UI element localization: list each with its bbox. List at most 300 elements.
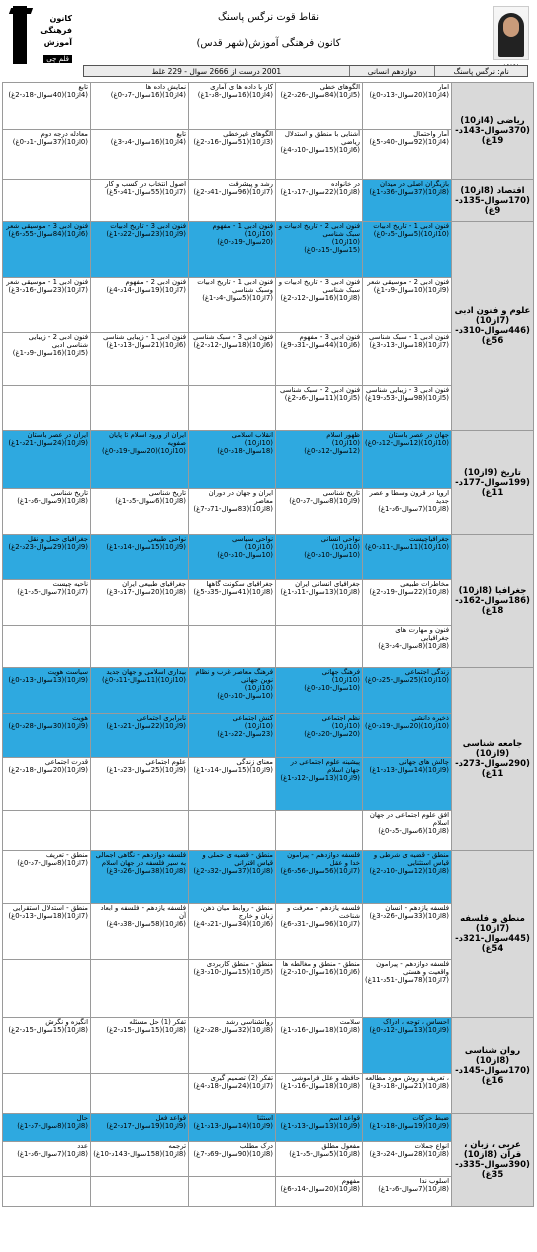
topic-cell [189,489,276,535]
topic-cell [276,489,363,535]
table-row [3,1018,534,1074]
topic-stats: (5از10)(11سوال-6د-2غ) [284,393,360,402]
topic-name: قواعد فعل [155,1114,186,1122]
topic-name: جهان در عصر باستان [388,431,449,439]
empty-cell [189,386,276,431]
student-name: نام: نرگس پاسنگ [434,66,527,76]
topic-name: تابع [176,130,186,138]
topic-name: فنون ادبی 1 - مفهوم [212,222,273,230]
topic-name: بازیگران اصلی در میدان [380,180,449,188]
topic-stats: (9از10)(13سوال-12د-1غ) [280,773,360,782]
topic-cell [363,535,452,580]
topic-name: احساس ، توجه ، ادراک [383,1018,449,1026]
topic-cell [91,580,189,626]
topic-name: منطق - استدلال استقرایی [12,904,88,912]
topic-stats: (10از10)(20سوال-19د-0غ) [217,229,273,246]
topic-name: مخاطرات طبیعی [400,580,449,588]
topic-stats: (10از10)(5سوال-5د-0غ) [373,229,449,238]
logo-line-1: کانون [49,14,72,23]
empty-cell [91,1074,189,1114]
topic-cell [363,811,452,851]
topic-cell [3,130,91,180]
topic-name: فنون ادبی 3 - سبک شناسی [193,333,273,341]
logo-line-3: آموزش [43,38,72,47]
empty-cell [3,386,91,431]
topic-cell [189,180,276,222]
topic-cell [276,960,363,1018]
topic-name: جغرافیای سکونت گاهها [206,580,273,588]
topic-name: فنون ادبی 3 - موسیقی شعر [6,222,88,230]
topic-cell [363,83,452,130]
topic-name: تاریخ شناسی [322,489,360,497]
topic-name: الگوهای خطی [319,83,360,91]
topic-stats: (9از10)(29سوال-23د-2غ) [8,542,88,551]
empty-cell [91,386,189,431]
table-row [3,180,534,222]
topic-cell [189,904,276,960]
empty-cell [91,811,189,851]
topic-cell [3,851,91,904]
topic-cell [363,626,452,668]
topic-stats: (10از10)(11سوال-11د-0غ) [365,542,449,551]
empty-cell [189,1177,276,1207]
table-row [3,431,534,489]
topic-stats: (6از10)(34سوال-21د-4غ) [193,919,273,928]
topic-cell [189,222,276,278]
topic-stats: (7از10)(19سوال-14د-4غ) [106,285,186,294]
topic-stats: (10از10)(23سوال-22د-1غ) [217,721,273,738]
topic-name: فنون ادبی 1 - موسیقی شعر [6,278,88,286]
topic-stats: (7از10)(18سوال-13د-3غ) [369,340,449,349]
topic-stats: (8از10)(8سوال-7د-1غ) [17,1121,88,1130]
topic-name: ترجمه [168,1142,186,1150]
strengths-table [2,82,534,1207]
topic-stats: (10از10)(20سوال-20د-0غ) [304,721,360,738]
topic-stats: (8از10)(28سوال-24د-3غ) [369,1149,449,1158]
topic-cell [189,130,276,180]
topic-stats: (9از10)(14سوال-13د-1غ) [369,765,449,774]
topic-cell [91,1114,189,1142]
topic-cell [91,278,189,333]
topic-cell [3,535,91,580]
topic-stats: (8از10)(21سوال-18د-3غ) [369,1081,449,1090]
topic-name: فنون ادبی 3 - مفهوم [299,333,360,341]
logo-line-2: فرهنگی [40,26,72,35]
topic-name: عدد [77,1142,88,1150]
topic-name: در خانواده [330,180,360,188]
topic-stats: (8از10)(16سوال-12د-2غ) [280,293,360,302]
logo-sub: قلم چی [43,55,72,63]
topic-name: منطق - منطق و مغالطه ها [282,960,360,968]
topic-name: درک مطلب [239,1142,273,1150]
topic-cell [363,1114,452,1142]
topic-cell [276,431,363,489]
topic-cell [276,333,363,386]
topic-stats: (5از10)(84سوال-26د-2غ) [280,90,360,99]
topic-cell [189,83,276,130]
topic-name: ظهور اسلام [326,431,360,439]
topic-name: رشد و پیشرفت [228,180,273,188]
empty-cell [3,811,91,851]
topic-stats: (9از10)(30سوال-28د-0غ) [8,721,88,730]
topic-cell [276,1177,363,1207]
topic-name: فلسفه دوازدهم - نگاهی اجمالی به سیر فلسفه در جهان اسلام [95,851,186,867]
empty-cell [3,960,91,1018]
topic-name: فنون ادبی 2 - موسیقی شعر [367,278,449,286]
topic-cell [3,1114,91,1142]
topic-name: روانشناسی رشد [225,1018,273,1026]
topic-cell [3,904,91,960]
topic-name: استثنا [256,1114,273,1122]
topic-stats: (10از10)(10سوال-10د-0غ) [217,683,273,700]
topic-cell [276,714,363,758]
topic-stats: (5از10)(98سوال-53د-19غ) [365,393,449,402]
topic-name: نواحی سیاسی [231,535,273,543]
topic-stats: (7از10)(56سوال-56د-6غ) [280,866,360,875]
topic-stats: (8از10)(158سوال-143د-10غ) [93,1149,186,1158]
topic-name: نظم اجتماعی [321,714,360,722]
topic-stats: (7از10)(5سوال-4د-1غ) [202,293,273,302]
empty-cell [91,960,189,1018]
topic-stats: (9از10)(19سوال-17د-2غ) [106,1121,186,1130]
topic-name: فرهنگ معاصر غرب و نظام نوین جهانی [195,668,273,684]
topic-stats: (8از10)(7سوال-6د-1غ) [17,1149,88,1158]
topic-cell [363,668,452,714]
topic-stats: (9از10)(13سوال-13د-1غ) [280,1121,360,1130]
topic-cell [363,851,452,904]
topic-name: منطق - قضیه ی حملی و قیاس اقترانی [202,851,273,867]
topic-cell [363,758,452,811]
topic-name: مفعول مطلق [321,1142,360,1150]
topic-cell [3,1142,91,1177]
topic-name: تاریخ شناسی [50,489,88,497]
topic-cell [363,580,452,626]
topic-name: فنون ادبی 2 - تاریخ ادبیات و سبک شناسی [278,222,360,238]
student-info-bar [83,65,528,77]
topic-stats: (9از10)(20سوال-18د-2غ) [8,765,88,774]
topic-cell [363,130,452,180]
topic-name: تابع [78,83,88,91]
empty-cell [3,180,91,222]
topic-stats: (6از10)(44سوال-31د-9غ) [280,340,360,349]
empty-cell [3,626,91,668]
empty-cell [276,811,363,851]
topic-stats: (9از10)(24سوال-21د-1غ) [8,438,88,447]
topic-stats: (4از10)(40سوال-18د-2غ) [8,90,88,99]
topic-name: امار [437,83,449,91]
subject-title: ریاضی (4از10)(370سوال-143د-19غ) [452,83,534,180]
topic-name: تفکر (1) حل مسئله [129,1018,186,1026]
topic-stats: (4از10)(16سوال-7د-0غ) [110,90,186,99]
topic-name: سلامت [339,1018,360,1026]
topic-name: منطق - منطق کاربردی [206,960,273,968]
topic-cell [91,222,189,278]
topic-cell [3,714,91,758]
topic-name: فرهنگ جهانی [321,668,360,676]
topic-cell [363,714,452,758]
topic-cell [189,333,276,386]
topic-name: فلسفه دوازدهم - پیرامون خدا و عقل [287,851,360,867]
topic-name: چالش های جهانی [399,758,449,766]
topic-cell [276,1114,363,1142]
topic-name: منطق - تعریف [45,851,88,859]
topic-name: جغرافیاچیست [408,535,449,543]
empty-cell [189,811,276,851]
topic-cell [91,1142,189,1177]
topic-cell [189,535,276,580]
topic-stats: (8از10)(18سوال-16د-1غ) [280,1025,360,1034]
topic-stats: (7از10)(18سوال-13د-0غ) [8,911,88,920]
topic-name: جغرافیای طبیعی ایران [122,580,186,588]
topic-cell [91,904,189,960]
topic-stats: (4از10)(92سوال-40د-5غ) [369,137,449,146]
topic-name: اروپا در قرون وسطا و عصر جدید [369,489,449,505]
topic-name: بیداری اسلامی و جهان جدید [106,668,186,676]
topic-cell [189,851,276,904]
topic-stats: (8از10)(20سوال-14د-6غ) [280,1184,360,1193]
topic-cell [363,222,452,278]
topic-cell [363,180,452,222]
topic-name: جغرافیای انسانی ایران [295,580,360,588]
topic-stats: (6از10)(16سوال-10د-2غ) [280,967,360,976]
topic-stats: (10از10)(20سوال-19د-0غ) [102,446,186,455]
topic-name: فلسفه یازدهم - معرفت و شناخت [287,904,360,920]
student-stats: 2001 درست از 2666 سوال - 229 غلط [151,67,282,76]
topic-stats: (9از10)(14سوال-13د-1غ) [193,1121,273,1130]
topic-cell [276,130,363,180]
table-row [3,851,534,904]
topic-cell [91,333,189,386]
topic-name: زندگی اجتماعی [404,668,449,676]
logo-figure [13,6,27,64]
topic-name: ایران در عصر باستان [27,431,88,439]
topic-cell [3,431,91,489]
topic-stats: (9از10)(22سوال-21د-1غ) [106,721,186,730]
topic-cell [189,714,276,758]
topic-stats: (7از10)(23سوال-16د-3غ) [8,285,88,294]
topic-name: انگیزه و نگرش [45,1018,88,1026]
topic-name: فلسفه دوازدهم - پیرامون واقعیت و هستی [376,960,449,976]
topic-cell [363,333,452,386]
topic-name: حال [76,1114,88,1122]
topic-stats: (6از10)(18سوال-12د-2غ) [193,340,273,349]
topic-cell [3,489,91,535]
empty-cell [91,626,189,668]
topic-cell [276,758,363,811]
topic-stats: (10از10)(25سوال-25د-0غ) [365,675,449,684]
topic-name: قدرت اجتماعی [44,758,88,766]
topic-cell [276,1074,363,1114]
topic-name: فنون ادبی 3 - تاریخ ادبیات و سبک شناسی [278,278,360,294]
topic-stats: (10از10)(10سوال-10د-0غ) [304,542,360,559]
topic-name: نواحی طبیعی [147,535,186,543]
topic-stats: (8از10)(6سوال-5د-0غ) [378,826,449,835]
topic-stats: (8از10)(6سوال-5د-1غ) [115,496,186,505]
topic-cell [363,1177,452,1207]
topic-cell [189,1074,276,1114]
topic-name: منطق - روابط میان ذهن، زبان و خارج [200,904,273,920]
topic-stats: (5از10)(16سوال-9د-1غ) [12,348,88,357]
topic-name: نواحی انسانی [320,535,360,543]
topic-stats: (10از10)(15سوال-15د-0غ) [304,237,360,254]
topic-stats: (8از10)(22سوال-19د-2غ) [369,587,449,596]
topic-stats: (8از10)(22سوال-17د-1غ) [280,187,360,196]
topic-cell [363,489,452,535]
topic-stats: (8از10)(38سوال-26د-3غ) [106,866,186,875]
topic-name: فنون ادبی 3 - زیبایی شناسی [365,386,449,394]
topic-cell [276,580,363,626]
topic-name: اصول انتخاب در کسب و کار [105,180,186,188]
topic-stats: (7از10)(7سوال-5د-1غ) [17,587,88,596]
report-subtitle: کانون فرهنگی آموزش(شهر قدس) [196,38,341,49]
topic-name: ناحیه چیست [52,580,88,588]
topic-name: انواع جملات [414,1142,449,1150]
topic-name: فنون ادبی 1 - تاریخ ادبیات وسبک شناسی [197,278,273,294]
topic-name: معنای زندگی [236,758,273,766]
subject-title: روان شناسی (8از10)(170سوال-145د-16غ) [452,1018,534,1114]
topic-cell [363,1074,452,1114]
topic-name: حافظه و علل فراموشی [291,1074,360,1082]
table-row [3,535,534,580]
topic-stats: (4از10)(16سوال-8د-1غ) [197,90,273,99]
topic-stats: (8از10)(90سوال-69د-7غ) [193,1149,273,1158]
topic-name: علوم اجتماعی [145,758,186,766]
kanoon-logo [10,6,72,66]
topic-stats: (8از10)(20سوال-17د-3غ) [106,587,186,596]
topic-cell [91,758,189,811]
report-title: نقاط قوت نرگس پاسنگ [217,12,320,23]
topic-stats: (10از10)(11سوال-11د-0غ) [102,675,186,684]
topic-cell [3,668,91,714]
subject-title: علوم و فنون ادبی (7از10)(446سوال-310د-56غ) [452,222,534,431]
topic-name: ایران و جهان در دوران معاصر [208,489,273,505]
topic-name: ، تعریف و روش مورد مطالعه [365,1074,449,1082]
subject-title: جامعه شناسی (9از10)(290سوال-273د-11غ) [452,668,534,851]
topic-stats: (8از10)(83سوال-71د-7غ) [193,504,273,513]
topic-stats: (8از10)(33سوال-26د-3غ) [369,911,449,920]
topic-cell [189,668,276,714]
subject-title: عربی ، زبان ، قرآن (8از10)(390سوال-335د-35غ) [452,1114,534,1207]
topic-stats: (8از10)(7سوال-6د-1غ) [378,504,449,513]
topic-name: انقلاب اسلامی [231,431,273,439]
topic-name: فنون و مهارت های جغرافیایی [395,626,449,642]
topic-name: آشنایی با منطق و استدلال ریاضی [284,130,360,146]
topic-stats: (3از10)(51سوال-16د-2غ) [193,137,273,146]
topic-stats: (9از10)(13سوال-13د-0غ) [8,675,88,684]
topic-cell [363,1018,452,1074]
empty-cell [276,626,363,668]
topic-cell [91,668,189,714]
topic-name: الگوهای غیرخطی [223,130,273,138]
topic-name: فنون ادبی 2 - زیبایی شناسی ادبی [28,333,88,349]
topic-cell [3,222,91,278]
topic-name: فنون ادبی 2 - سبک شناسی [280,386,360,394]
empty-cell [189,626,276,668]
subject-title: جغرافیا (8از10)(186سوال-162د-18غ) [452,535,534,668]
topic-cell [91,431,189,489]
topic-cell [189,1018,276,1074]
topic-name: فنون ادبی 3 - تاریخ ادبیات [110,222,186,230]
topic-stats: (7از10)(55سوال-41د-5غ) [106,187,186,196]
topic-cell [276,904,363,960]
topic-stats: (10از10)(12سوال-12د-0غ) [365,438,449,447]
topic-cell [91,851,189,904]
topic-name: کنش اجتماعی [232,714,273,722]
topic-name: فلسفه یازدهم - انسان [385,904,449,912]
topic-name: ایران از ورود اسلام تا پایان صفویه [108,431,186,447]
topic-stats: (6از10)(84سوال-55د-6غ) [8,229,88,238]
topic-stats: (6از10)(58سوال-38د-4غ) [106,919,186,928]
subject-title: منطق و فلسفه (7از10)(445سوال-321د-54غ) [452,851,534,1018]
topic-stats: (8از10)(5سوال-5د-1غ) [289,1149,360,1158]
topic-name: اسلوب ندا [419,1177,449,1185]
table-row [3,83,534,130]
topic-cell [363,960,452,1018]
topic-cell [3,1018,91,1074]
topic-name: ذخیره دانشی [411,714,449,722]
subject-title: اقتصاد (8از10)(170سوال-135د-9غ) [452,180,534,222]
topic-cell [91,83,189,130]
topic-stats: (0از10)(37سوال-1د-0غ) [12,137,88,146]
topic-name: تاریخ شناسی [148,489,186,497]
topic-name: آمار واحتمال [413,130,449,138]
topic-stats: (7از10)(96سوال-41د-2غ) [193,187,273,196]
topic-stats: (8از10)(7سوال-6د-1غ) [378,1184,449,1193]
topic-stats: (8از10)(15سوال-15د-2غ) [8,1025,88,1034]
topic-stats: (9از10)(19سوال-18د-1غ) [369,1121,449,1130]
topic-cell [276,278,363,333]
topic-name: کار با داده ها ی آماری [210,83,273,91]
topic-cell [276,83,363,130]
topic-cell [189,758,276,811]
topic-cell [276,1142,363,1177]
empty-cell [3,1177,91,1207]
topic-stats: (8از10)(37سوال-36د-1غ) [369,187,449,196]
topic-name: فنون ادبی 1 - تاریخ ادبیات [373,222,449,230]
topic-cell [189,580,276,626]
topic-name: سیاست هویت [47,668,88,676]
topic-cell [189,960,276,1018]
topic-name: پیشینه علوم اجتماعی در جهان اسلام [290,758,360,774]
report-header [0,0,537,66]
topic-name: منطق - قضیه ی شرطی و قیاس استثنایی [373,851,449,867]
topic-stats: (8از10)(32سوال-28د-2غ) [193,1025,273,1034]
topic-stats: (10از10)(10سوال-10د-0غ) [304,675,360,692]
topic-cell [189,431,276,489]
topic-name: تفکر (2) تصمیم گیری [210,1074,273,1082]
topic-stats: (5از10)(15سوال-10د-3غ) [193,967,273,976]
topic-stats: (9از10)(10سوال-9د-1غ) [373,285,449,294]
table-row [3,1114,534,1142]
topic-cell [276,386,363,431]
empty-cell [3,1074,91,1114]
topic-stats: (9از10)(15سوال-14د-1غ) [106,542,186,551]
topic-cell [363,278,452,333]
topic-cell [363,904,452,960]
topic-cell [189,1114,276,1142]
topic-cell [276,668,363,714]
topic-stats: (6از10)(15سوال-10د-4غ) [280,145,360,154]
topic-stats: (10از10)(20سوال-19د-0غ) [365,721,449,730]
topic-stats: (10از10)(12سوال-12د-0غ) [304,438,360,455]
topic-cell [3,333,91,386]
topic-cell [91,130,189,180]
topic-name: فلسفه یازدهم - فلسفه و ابعاد آن [100,904,186,920]
topic-stats: (9از10)(8سوال-7د-0غ) [289,496,360,505]
topic-name: جغرافیای حمل و نقل [27,535,88,543]
topic-cell [276,222,363,278]
table-row [3,222,534,278]
